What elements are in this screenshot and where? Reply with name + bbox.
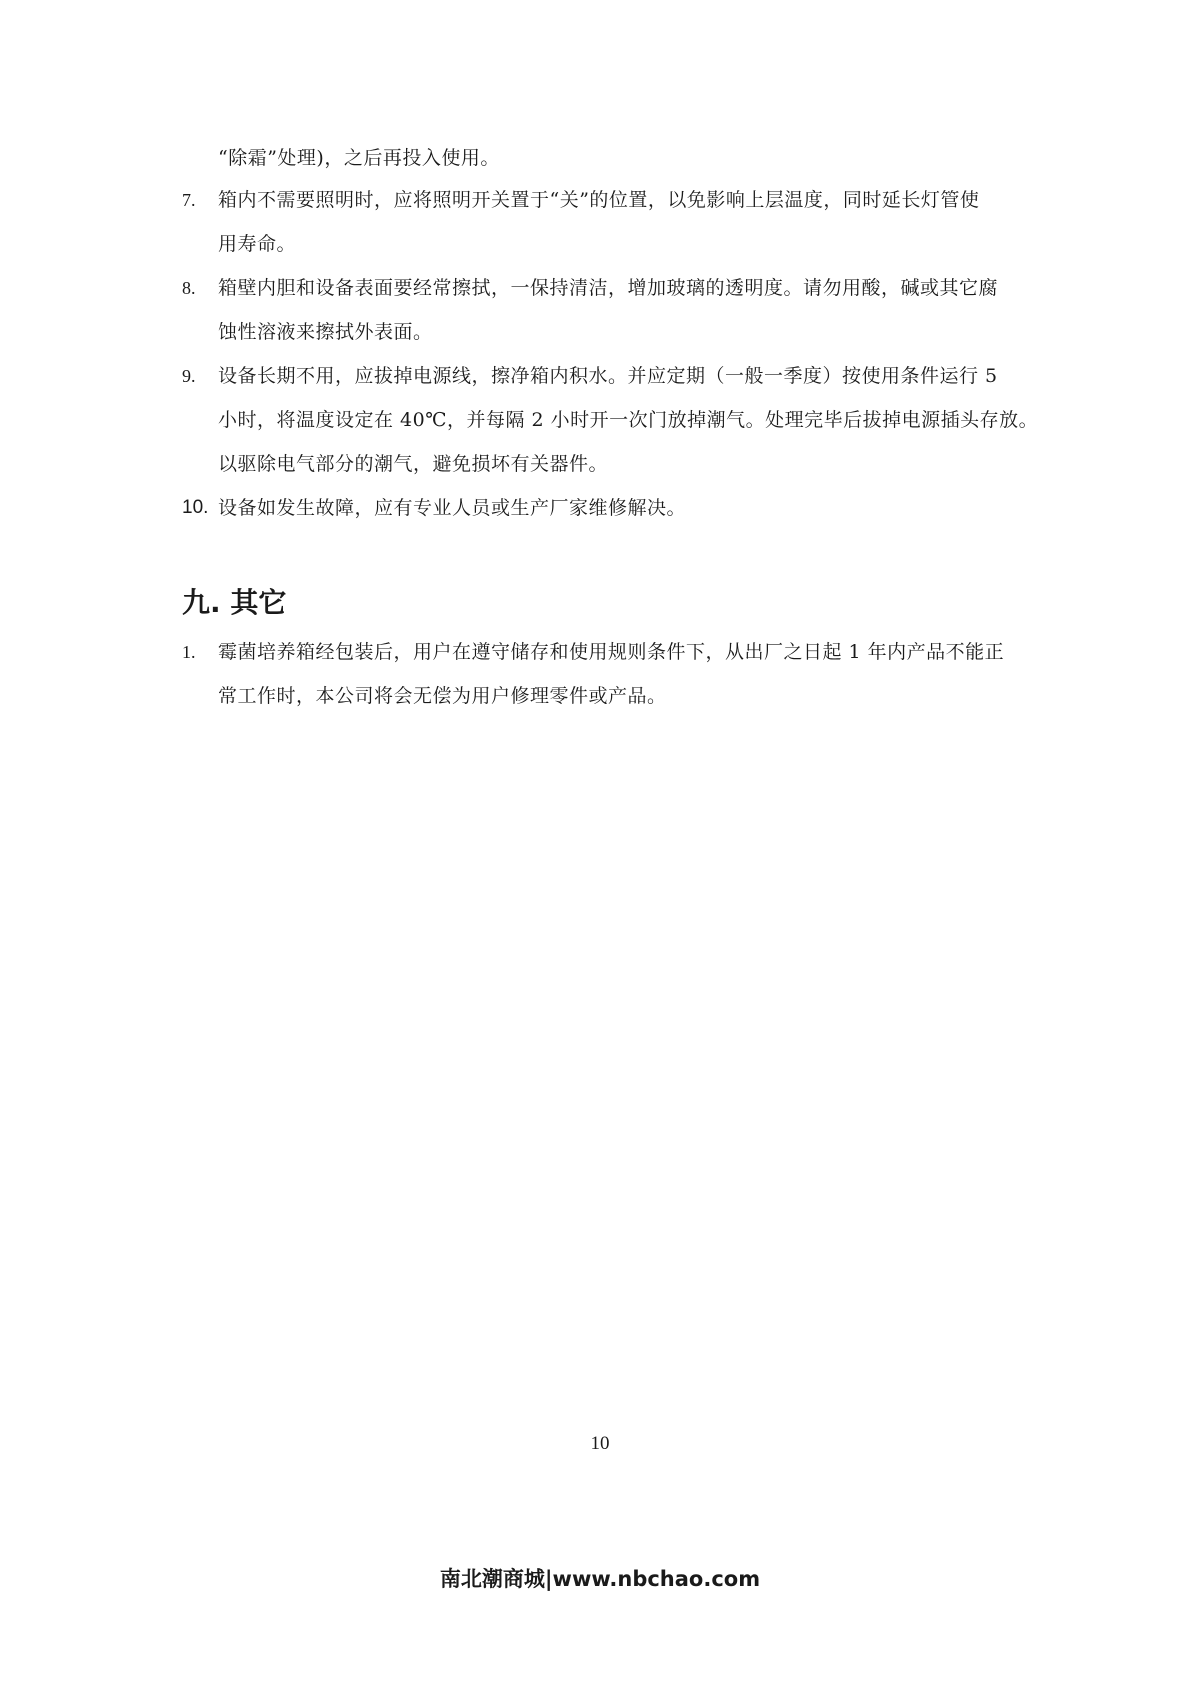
list-item-text: 以驱除电气部分的潮气，避免损坏有关器件。 xyxy=(218,453,609,475)
list-item-text: 箱内不需要照明时，应将照明开关置于“关”的位置，以免影响上层温度，同时延长灯管使 xyxy=(218,189,980,211)
footer-watermark: 南北潮商城|www.nbchao.com xyxy=(439,1567,761,1591)
list-item-number: 7. xyxy=(182,190,196,210)
list-item-number: 10. xyxy=(182,497,209,518)
list-item-text: 常工作时，本公司将会无偿为用户修理零件或产品。 xyxy=(218,685,667,707)
list-item-text: 蚀性溶液来擦拭外表面。 xyxy=(218,321,433,343)
list-item-number: 9. xyxy=(182,366,196,386)
page-number: 10 xyxy=(590,1433,610,1454)
list-item-text: 设备如发生故障，应有专业人员或生产厂家维修解决。 xyxy=(218,497,687,519)
list-item-number: 8. xyxy=(182,278,196,298)
list-item-text: 用寿命。 xyxy=(218,233,297,255)
list-item-text: 小时，将温度设定在 40℃，并每隔 2 小时开一次门放掉潮气。处理完毕后拔掉电源插头存放。 xyxy=(218,409,1039,431)
list-item-text: 设备长期不用，应拔掉电源线，擦净箱内积水。并应定期（一般一季度）按使用条件运行 5 xyxy=(218,365,998,387)
paragraph-continuation: “除霜”处理)，之后再投入使用。 xyxy=(218,147,500,169)
section-heading: 九. 其它 xyxy=(182,586,287,619)
list-item-number: 1. xyxy=(182,642,196,662)
list-item-text: 霉菌培养箱经包装后，用户在遵守储存和使用规则条件下，从出厂之日起 1 年内产品不能正 xyxy=(218,641,1005,663)
list-item-text: 箱壁内胆和设备表面要经常擦拭，一保持清洁，增加玻璃的透明度。请勿用酸，碱或其它腐 xyxy=(218,277,999,299)
